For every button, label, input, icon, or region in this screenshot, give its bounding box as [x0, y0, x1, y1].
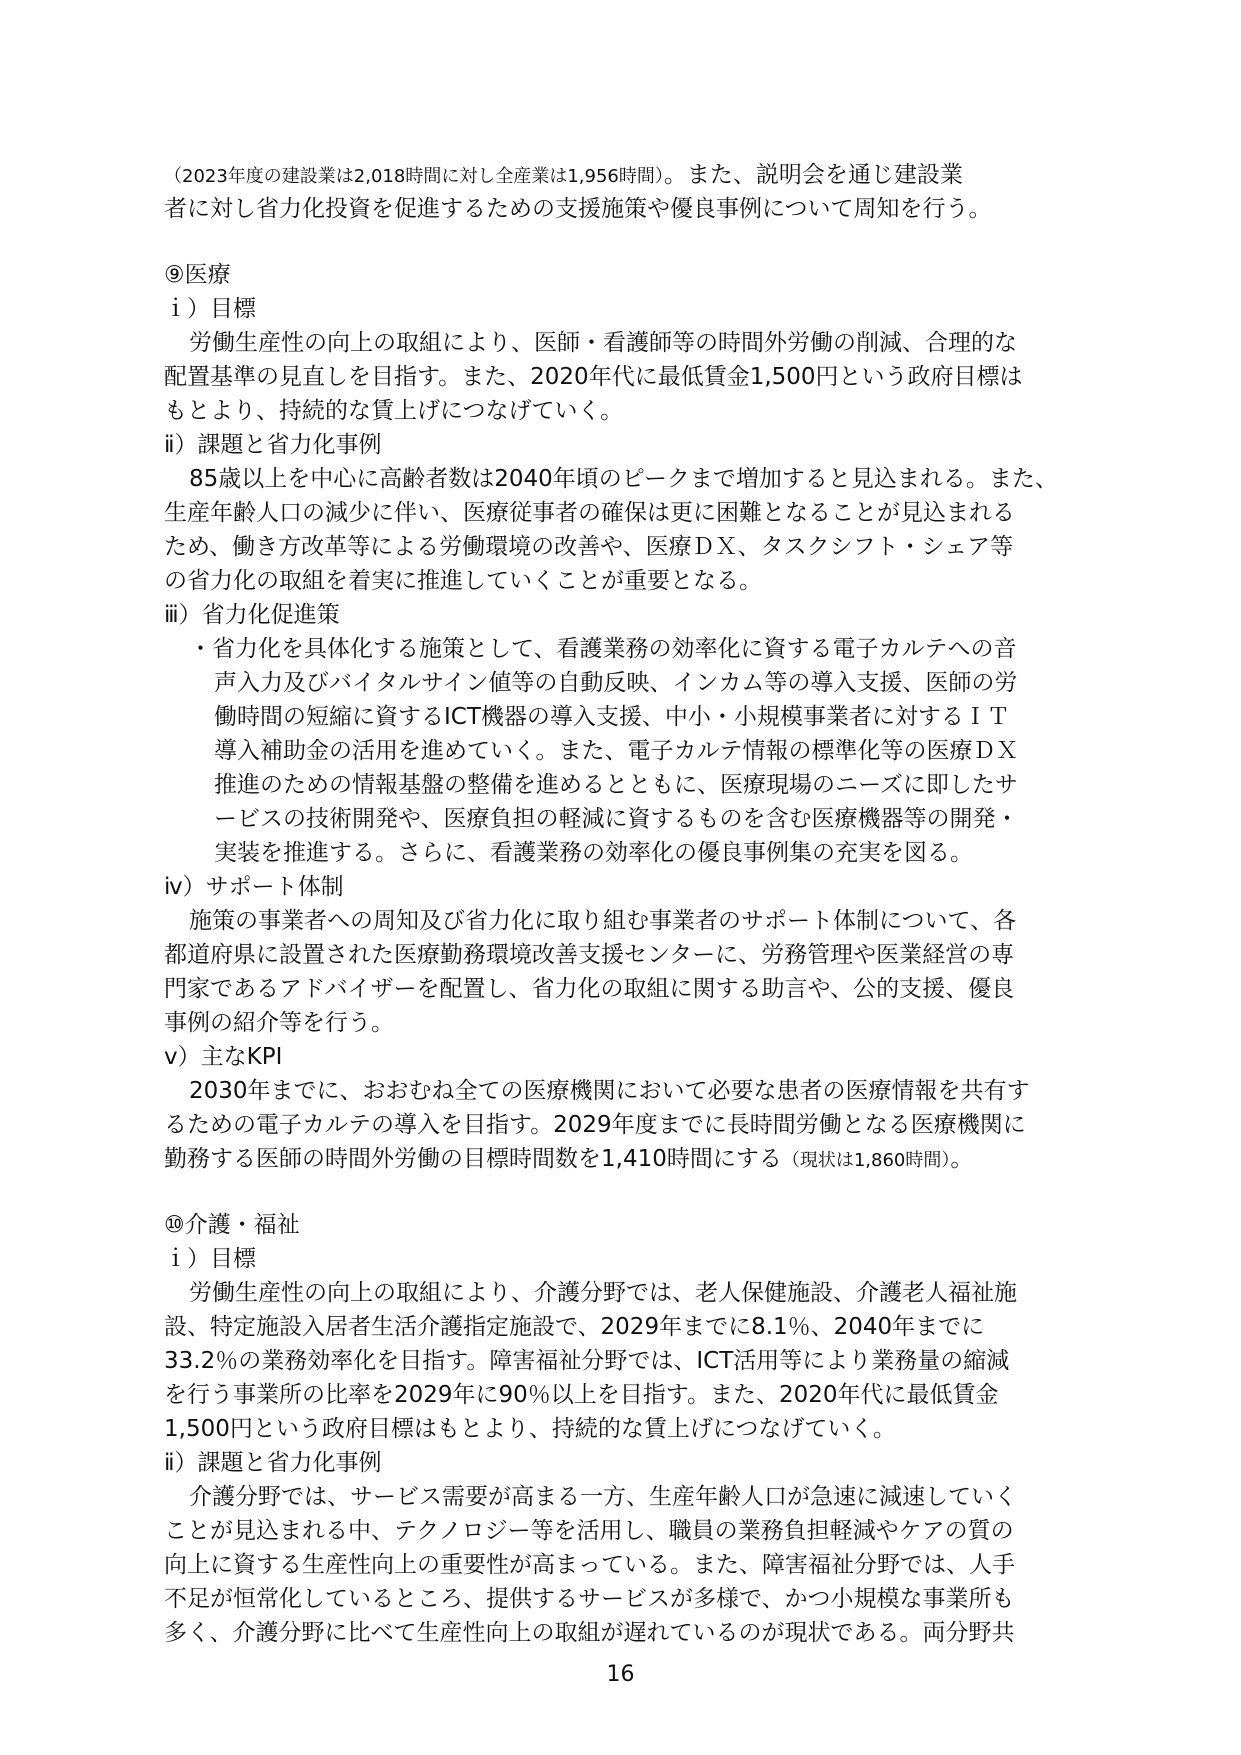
text-line: ため、働き方改革等による労働環境の改善や、医療ＤＸ、タスクシフト・シェア等	[164, 534, 1014, 560]
text-line: 施策の事業者への周知及び省力化に取り組む事業者のサポート体制について、各	[189, 908, 1017, 934]
text-line: 2030年までに、おおむね全ての医療機関において必要な患者の医療情報を共有す	[189, 1078, 1030, 1104]
text-line: ービスの技術開発や、医療負担の軽減に資するものを含む医療機器等の開発・	[214, 806, 1019, 832]
text-line: の省力化の取組を着実に推進していくことが重要となる。	[164, 568, 762, 594]
text-line: 都道府県に設置された医療勤務環境改善支援センターに、労務管理や医業経営の専	[164, 942, 1015, 968]
text-span: 。	[950, 1146, 974, 1172]
text-line: ことが見込まれる中、テクノロジー等を活用し、職員の業務負担軽減やケアの質の	[164, 1518, 1014, 1544]
page-number: 16	[606, 1662, 635, 1687]
text-line: 労働生産性の向上の取組により、介護分野では、老人保健施設、介護老人福祉施	[189, 1280, 1017, 1306]
text-line: 事例の紹介等を行う。	[164, 1010, 394, 1036]
text-line: 1,500円という政府目標はもとより、持続的な賃上げにつなげていく。	[164, 1416, 896, 1442]
text-line: 向上に資する生産性向上の重要性が高まっている。また、障害福祉分野では、人手	[164, 1552, 1015, 1578]
text-line: 不足が恒常化しているところ、提供するサービスが多様で、かつ小規模な事業所も	[164, 1586, 1015, 1612]
text-line: 設、特定施設入居者生活介護指定施設で、2029年までに8.1％、2040年までに	[164, 1314, 985, 1340]
text-line: 推進のための情報基盤の整備を進めるとともに、医療現場のニーズに即したサ	[214, 772, 1018, 798]
text-line: 者に対し省力化投資を促進するための支援施策や優良事例について周知を行う。	[164, 196, 992, 222]
text-line: 声入力及びバイタルサイン値等の自動反映、インカム等の導入支援、医師の労	[214, 670, 1018, 696]
text-line: 85歳以上を中心に高齢者数は2040年頃のピークまで増加すると見込まれる。また、	[189, 466, 1058, 492]
text-line: るための電子カルテの導入を目指す。2029年度までに長時間労働となる医療機関に	[164, 1112, 1026, 1138]
text-span: 勤務する医師の時間外労働の目標時間数を1,410時間にする	[164, 1146, 782, 1172]
subheading-kpi: ⅴ）主なKPI	[164, 1044, 283, 1070]
text-line: 門家であるアドバイザーを配置し、省力化の取組に関する助言や、公的支援、優良	[164, 976, 1015, 1002]
section-heading-medical: ⑨医療	[164, 262, 231, 288]
text-line: もとより、持続的な賃上げにつなげていく。	[164, 398, 624, 424]
subheading-goal: ｉ）目標	[164, 296, 256, 322]
text-line: を行う事業所の比率を2029年に90％以上を目指す。また、2020年代に最低賃金	[164, 1382, 999, 1408]
text-line: 介護分野では、サービス需要が高まる一方、生産年齢人口が急速に減速していく	[189, 1484, 1017, 1510]
bullet-line: ・省力化を具体化する施策として、看護業務の効率化に資する電子カルテへの音	[189, 636, 1017, 662]
text-line: 導入補助金の活用を進めていく。また、電子カルテ情報の標準化等の医療ＤＸ	[214, 738, 1019, 764]
text-line: 生産年齢人口の減少に伴い、医療従事者の確保は更に困難となることが見込まれる	[164, 500, 1015, 526]
text-line: 実装を推進する。さらに、看護業務の効率化の優良事例集の充実を図る。	[214, 840, 973, 866]
text-line: 労働生産性の向上の取組により、医師・看護師等の時間外労働の削減、合理的な	[189, 330, 1017, 356]
parenthetical-note: （現状は1,860時間）	[781, 1150, 951, 1171]
text-line: 33.2％の業務効率化を目指す。障害福祉分野では、ICT活用等により業務量の縮減	[164, 1348, 1010, 1374]
text-line: 多く、介護分野に比べて生産性向上の取組が遅れているのが現状である。両分野共	[164, 1620, 1015, 1646]
subheading-issues: ⅱ）課題と省力化事例	[164, 1450, 382, 1476]
subheading-measures: ⅲ）省力化促進策	[164, 602, 340, 628]
text-line	[164, 1142, 973, 1178]
text-line	[164, 158, 963, 194]
subheading-support: ⅳ）サポート体制	[164, 874, 344, 900]
section-heading-care: ⑩介護・福祉	[164, 1212, 300, 1238]
parenthetical-note: （2023年度の建設業は2,018時間に対し全産業は1,956時間）	[164, 166, 664, 187]
subheading-issues: ⅱ）課題と省力化事例	[164, 432, 382, 458]
text-span: 。また、説明会を通じ建設業	[663, 162, 963, 188]
subheading-goal: ｉ）目標	[164, 1246, 256, 1272]
text-line: 働時間の短縮に資するICT機器の導入支援、中小・小規模事業者に対するＩＴ	[214, 704, 1010, 730]
text-line: 配置基準の見直しを目指す。また、2020年代に最低賃金1,500円という政府目標は	[164, 364, 1023, 390]
